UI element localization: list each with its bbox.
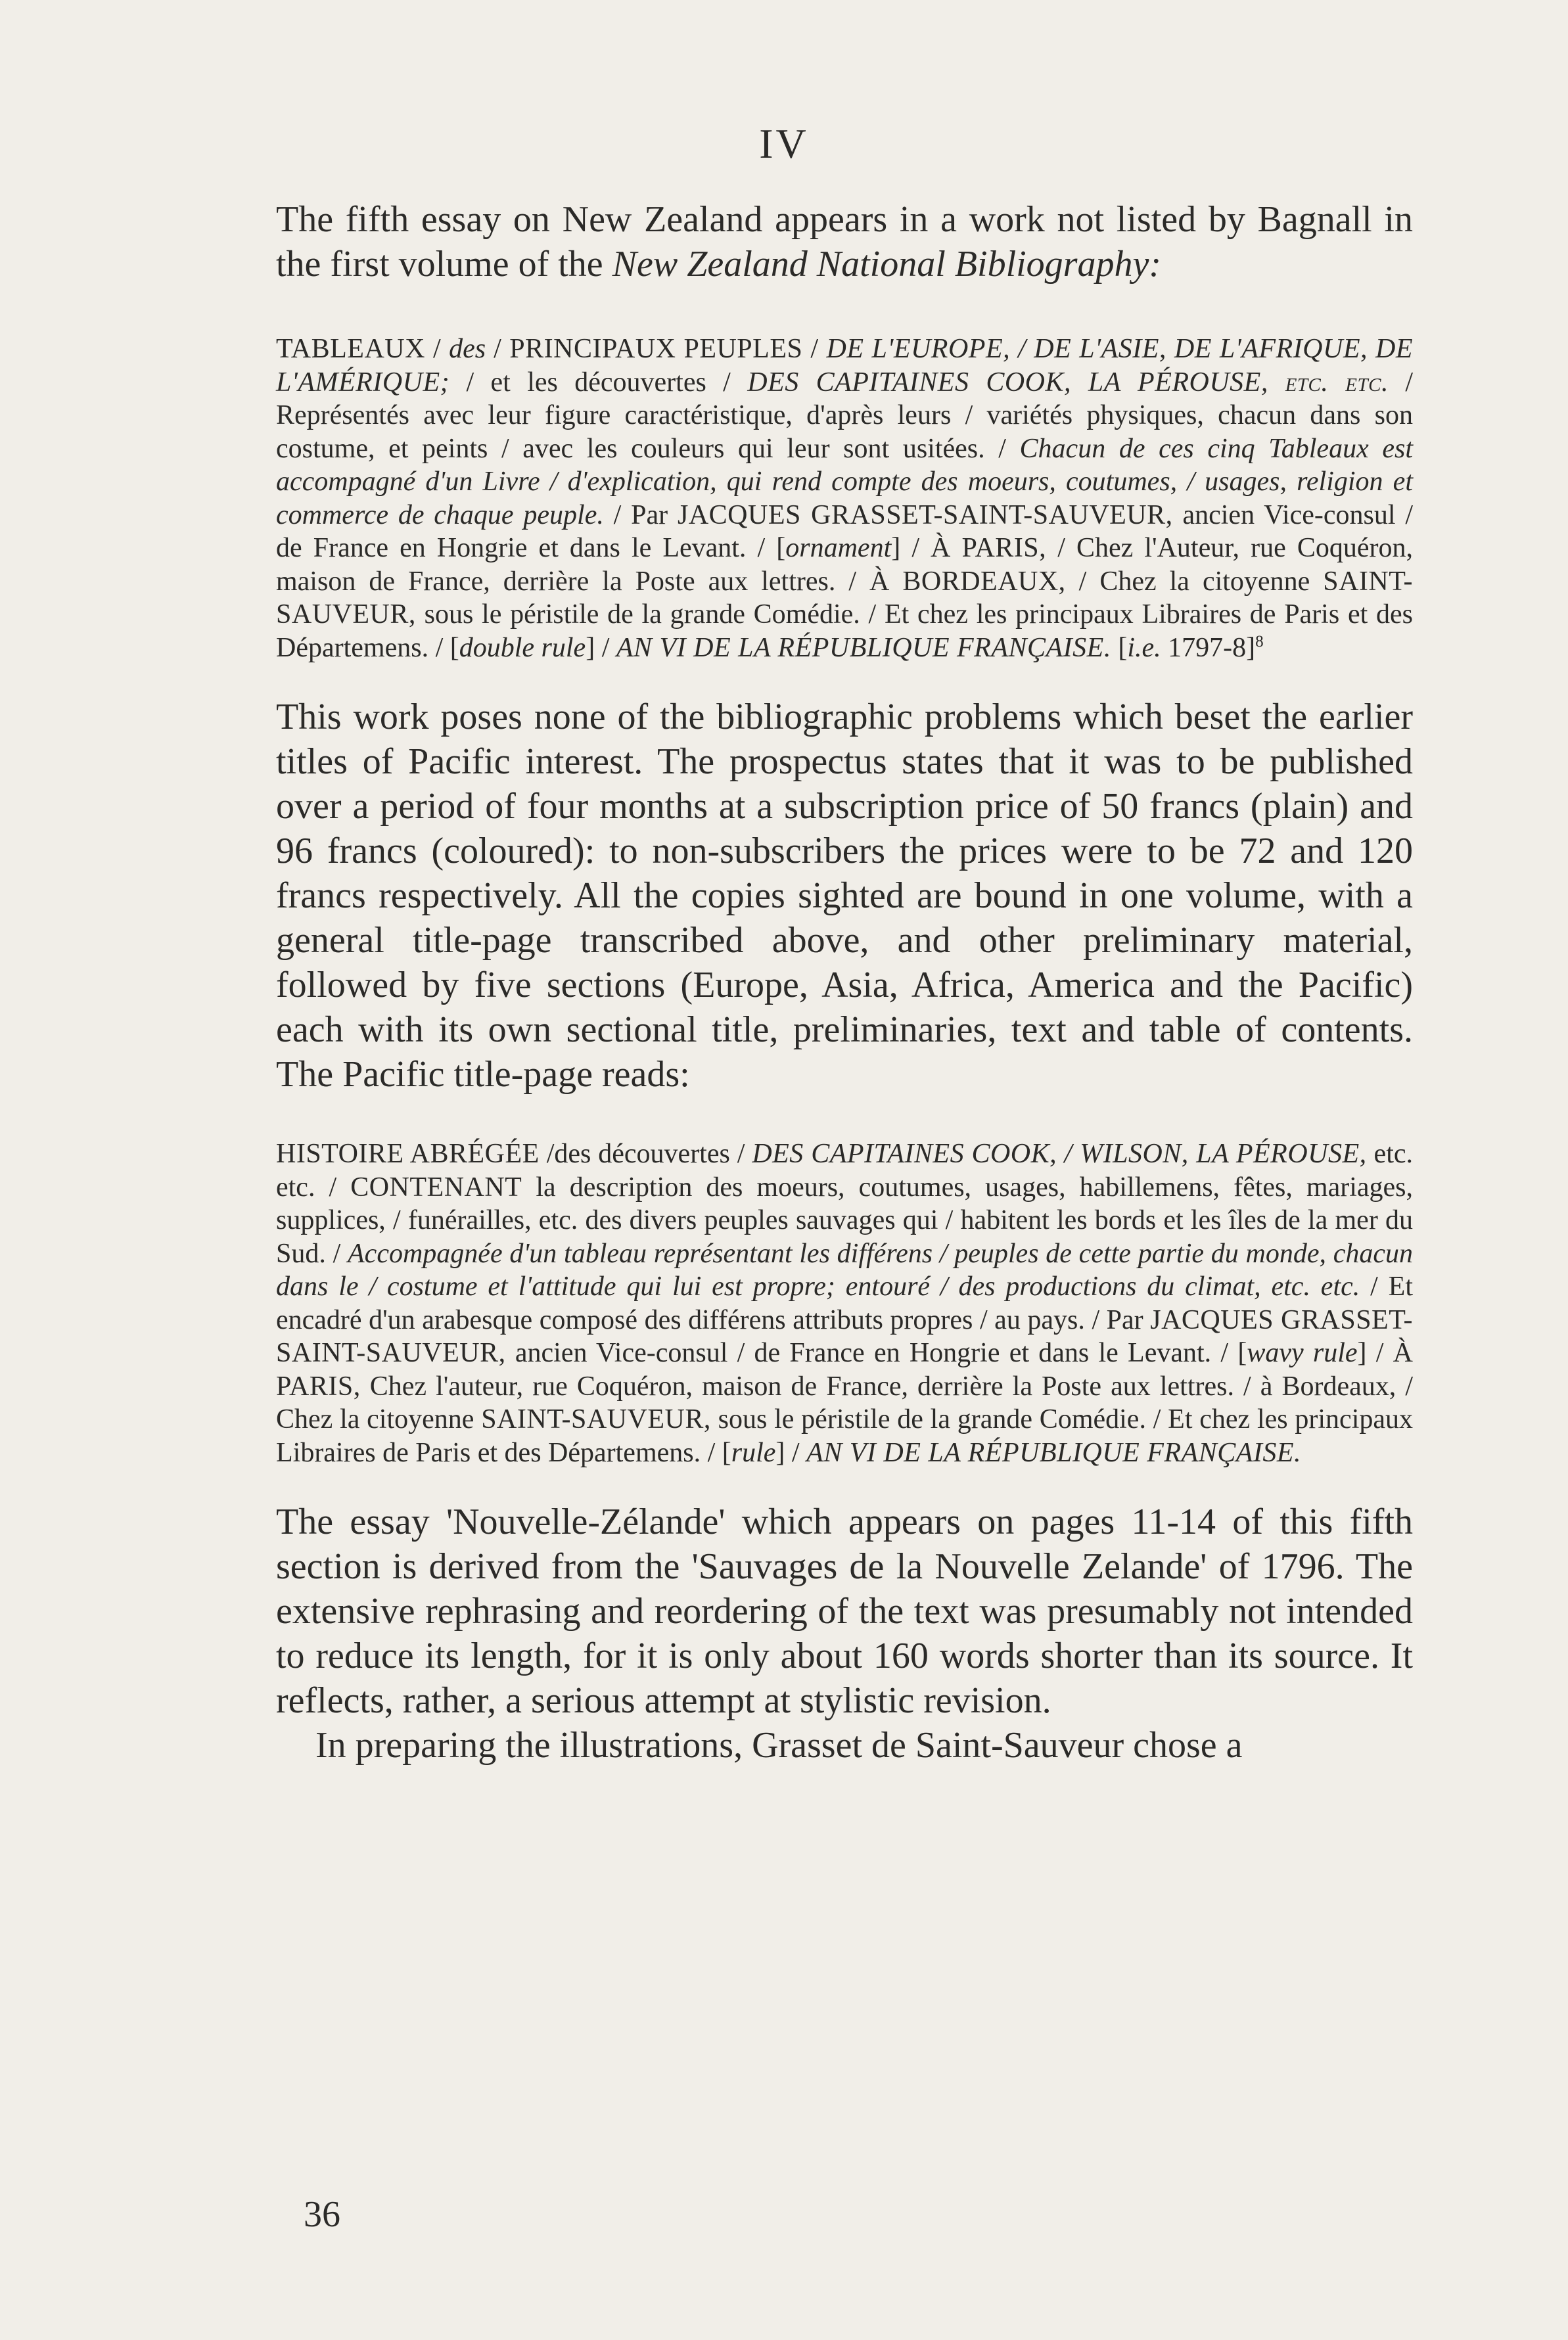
b1-s16: BORDEAUX, bbox=[902, 566, 1066, 597]
b1-s17: / Chez la citoyenne bbox=[1065, 566, 1324, 597]
b1-s14: PARIS, bbox=[961, 533, 1047, 563]
page-number: 36 bbox=[304, 2194, 340, 2235]
b1-s2: des bbox=[449, 334, 486, 364]
b1-s9: / Par bbox=[603, 499, 678, 530]
b1-s5: / et les découvertes / bbox=[450, 367, 748, 398]
paragraph-illustrations: In preparing the illustrations, Grasset de Saint-Sauveur chose a bbox=[315, 1725, 1243, 1766]
b1-s21: ] / bbox=[586, 632, 616, 663]
b1-s4: DE L'EUROPE, / DE L'ASIE, DE L'AFRIQUE, DE L'AMÉRIQUE; bbox=[276, 334, 1413, 398]
b2-s17: rule bbox=[731, 1437, 776, 1468]
main-column bbox=[276, 197, 1413, 1768]
b1-s3: / PRINCIPAUX PEUPLES / bbox=[486, 334, 827, 364]
b1-s11: ancien Vice-consul / de France en Hongrie et dans le Levant. / [ bbox=[276, 499, 1414, 563]
b2-s13: PARIS, bbox=[276, 1371, 361, 1402]
paragraph-intro bbox=[276, 197, 1413, 287]
b2-s6: la description des moeurs, coutumes, usages, habillemens, fêtes, mariages, supplices, / funérailles, etc. des divers peuples sauvages qui / habitent les bords et les îles de la mer du Sud. / bbox=[276, 1172, 1413, 1269]
b2-s19: AN VI DE LA RÉPUBLIQUE FRANÇAISE. bbox=[806, 1437, 1302, 1468]
b2-s10: ancien Vice-consul / de France en Hongrie et dans le Levant. / [ bbox=[505, 1338, 1247, 1368]
b2-s16: sous le péristile de la grande Comédie. / Et chez les principaux Libraires de Paris et des Départemens. / [ bbox=[276, 1404, 1413, 1468]
b2-s7: Accompagnée d'un tableau représentant les différens / peuples de cette partie du monde, chacun dans le / costume et l'attitude qui lui est propre; entouré / des productions du climat, etc. etc. bbox=[276, 1238, 1414, 1302]
b2-s9: JACQUES GRASSET-SAINT-SAUVEUR, bbox=[276, 1304, 1414, 1368]
b1-s7: / Représentés avec leur figure caractéristique, d'après leurs / variétés physiques, chacun dans son costume, et peints / avec les couleurs qui leur sont usitées. / bbox=[276, 367, 1413, 464]
b1-s12: ornament bbox=[785, 533, 892, 563]
b1-s22: AN VI DE LA RÉPUBLIQUE FRANÇAISE. bbox=[616, 632, 1111, 663]
b1-s24: i.e. bbox=[1127, 632, 1161, 663]
b2-s8: / Et encadré d'un arabesque composé des différens attributs propres / au pays. / Par bbox=[276, 1272, 1413, 1335]
b2-s4: etc. etc. / bbox=[276, 1139, 1414, 1203]
b1-s19: sous le péristile de la grande Comédie. / Et chez les principaux Libraires de Paris et des Départemens. / [ bbox=[276, 599, 1413, 663]
b1-s1: TABLEAUX / bbox=[276, 334, 450, 364]
b1-s25: 1797-8] bbox=[1161, 632, 1256, 663]
b1-s13: ] / À bbox=[891, 533, 962, 563]
b2-s12: ] / À bbox=[1357, 1338, 1413, 1368]
b2-s5: CONTENANT bbox=[350, 1172, 522, 1203]
intro-title: New Zealand National Bibliography: bbox=[612, 244, 1161, 285]
b1-s15: / Chez l'Auteur, rue Coquéron, maison de France, derrière la Poste aux lettres. / À bbox=[276, 533, 1413, 597]
b1-s10: JACQUES GRASSET-SAINT-SAUVEUR, bbox=[677, 499, 1173, 530]
b2-s18: ] / bbox=[775, 1437, 807, 1468]
b2-s14: Chez l'auteur, rue Coquéron, maison de France, derrière la Poste aux lettres. / à Bordeaux, / Chez la citoyenne bbox=[276, 1371, 1413, 1434]
b2-s15: SAINT-SAUVEUR, bbox=[481, 1404, 711, 1434]
b2-s3: DES CAPITAINES COOK, / WILSON, LA PÉROUSE, bbox=[752, 1139, 1367, 1169]
b2-s11: wavy rule bbox=[1247, 1338, 1358, 1368]
chapter-number: IV bbox=[759, 120, 809, 167]
footnote-ref: 8 bbox=[1255, 632, 1264, 651]
b1-s6: DES CAPITAINES COOK, LA PÉROUSE, etc. etc. bbox=[747, 367, 1389, 398]
b1-s20: double rule bbox=[459, 632, 586, 663]
bibliographic-entry-general bbox=[276, 333, 1413, 664]
paragraph-prospectus: This work poses none of the bibliographic problems which beset the earlier titles of Pacific interest. The prospectus states that it was to be published over a period of four months at a subscription price of 50 francs (plain) and 96 francs (coloured): to non-subscribers the prices were to be 72 and 120 francs respectively. All the copies sighted are bound in one volume, with a general title-page transcribed above, and other preliminary material, followed by five sections (Europe, Asia, Africa, America and the Pacific) each with its own sectional title, preliminaries, text and table of contents. The Pacific title-page reads: bbox=[276, 697, 1413, 1095]
b1-s23: [ bbox=[1111, 632, 1128, 663]
bibliographic-entry-pacific bbox=[276, 1137, 1413, 1469]
b1-s8: Chacun de ces cinq Tableaux est accompagné d'un Livre / d'explication, qui rend compte des moeurs, coutumes, / usages, religion et commerce de chaque peuple. bbox=[276, 433, 1413, 530]
b2-s2: /des découvertes / bbox=[539, 1139, 752, 1169]
paragraph-essay: The essay 'Nouvelle-Zélande' which appears on pages 11-14 of this fifth section is derived from the 'Sauvages de la Nouvelle Zelande' of 1796. The extensive rephrasing and reordering of the text was presumably not intended to reduce its length, for it is only about 160 words shorter than its source. It reflects, rather, a serious attempt at stylistic revision. bbox=[276, 1502, 1413, 1721]
b2-s1: HISTOIRE ABRÉGÉE bbox=[276, 1139, 540, 1169]
b1-s18: SAINT-SAUVEUR, bbox=[276, 566, 1414, 630]
intro-text: The fifth essay on New Zealand appears in a work not listed by Bagnall in the first volume of the bbox=[276, 199, 1413, 285]
